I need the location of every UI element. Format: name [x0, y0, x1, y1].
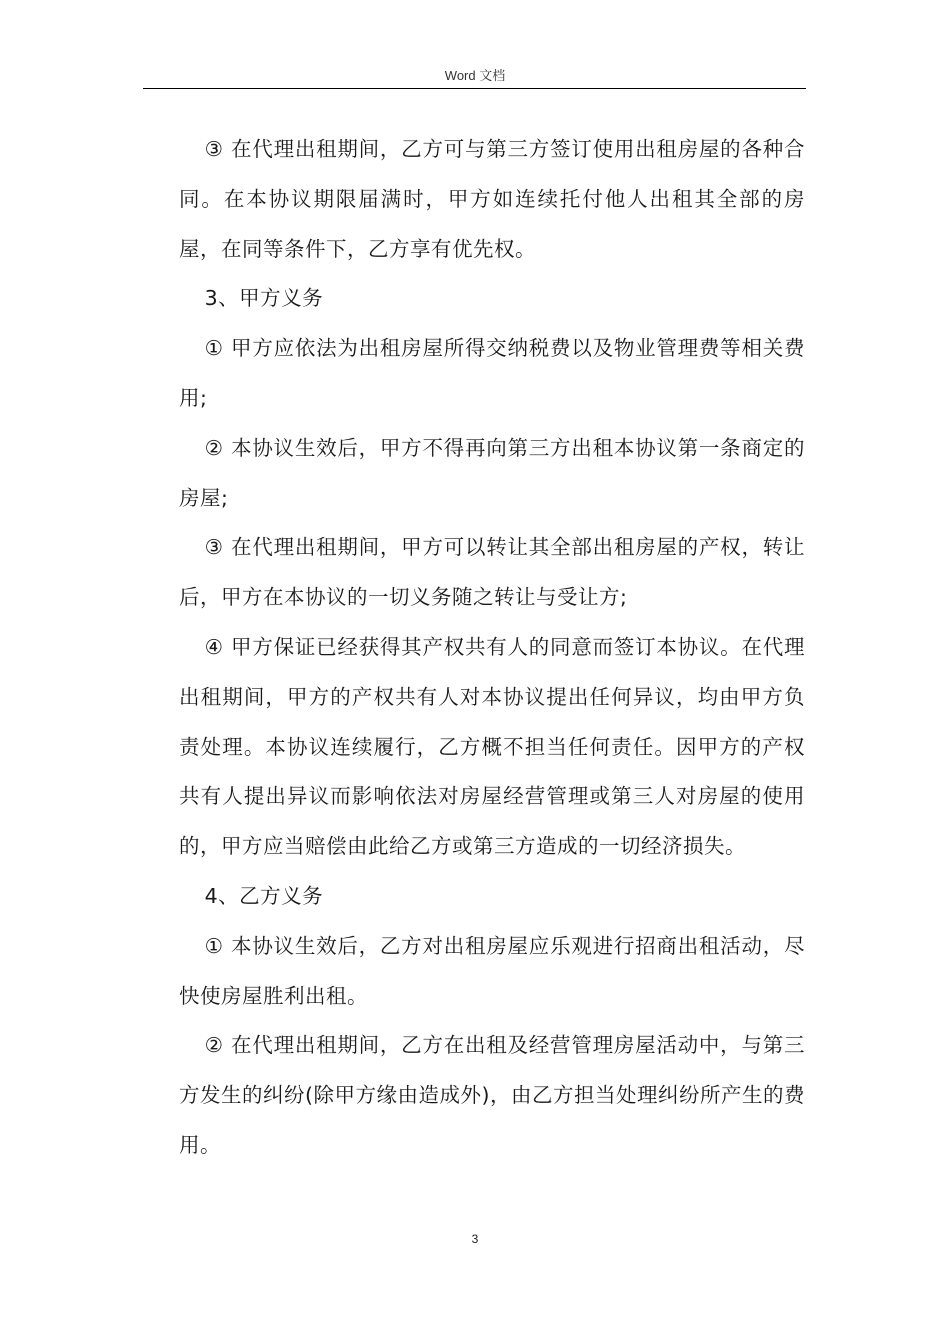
- document-body: [179, 125, 805, 1171]
- header-divider: [143, 88, 806, 89]
- paragraph-party-a-item-4: ④ 甲方保证已经获得其产权共有人的同意而签订本协议。在代理出租期间，甲方的产权共有人对本协议提出任何异议，均由甲方负责处理。本协议连续履行，乙方概不担当任何责任。因甲方的产权共有人提出异议而影响依法对房屋经营管理或第三人对房屋的使用的，甲方应当赔偿由此给乙方或第三方造成的一切经济损失。: [179, 634, 805, 859]
- paragraph-party-a-item-3: ③ 在代理出租期间，甲方可以转让其全部出租房屋的产权，转让后，甲方在本协议的一切义务随之转让与受让方;: [179, 535, 805, 610]
- paragraph-party-b-item-2: ② 在代理出租期间，乙方在出租及经营管理房屋活动中，与第三方发生的纠纷(除甲方缘由造成外)，由乙方担当处理纠纷所产生的费用。: [179, 1033, 805, 1157]
- paragraph-party-a-item-2: ② 本协议生效后，甲方不得再向第三方出租本协议第一条商定的房屋;: [179, 435, 805, 510]
- paragraph-party-a-item-1: ① 甲方应依法为出租房屋所得交纳税费以及物业管理费等相关费用;: [179, 336, 805, 410]
- paragraph-party-b-item-1: ① 本协议生效后，乙方对出租房屋应乐观进行招商出租活动，尽快使房屋胜利出租。: [179, 933, 805, 1008]
- page-header: Word 文档: [444, 68, 506, 83]
- section-heading-party-a-obligations: 3、甲方义务: [204, 286, 324, 311]
- section-heading-party-b-obligations: 4、乙方义务: [204, 883, 324, 908]
- paragraph-clause-3-item-3: ③ 在代理出租期间，乙方可与第三方签订使用出租房屋的各种合同。在本协议期限届满时，甲方如连续托付他人出租其全部的房屋，在同等条件下，乙方享有优先权。: [179, 137, 805, 261]
- page-number: 3: [471, 1232, 479, 1246]
